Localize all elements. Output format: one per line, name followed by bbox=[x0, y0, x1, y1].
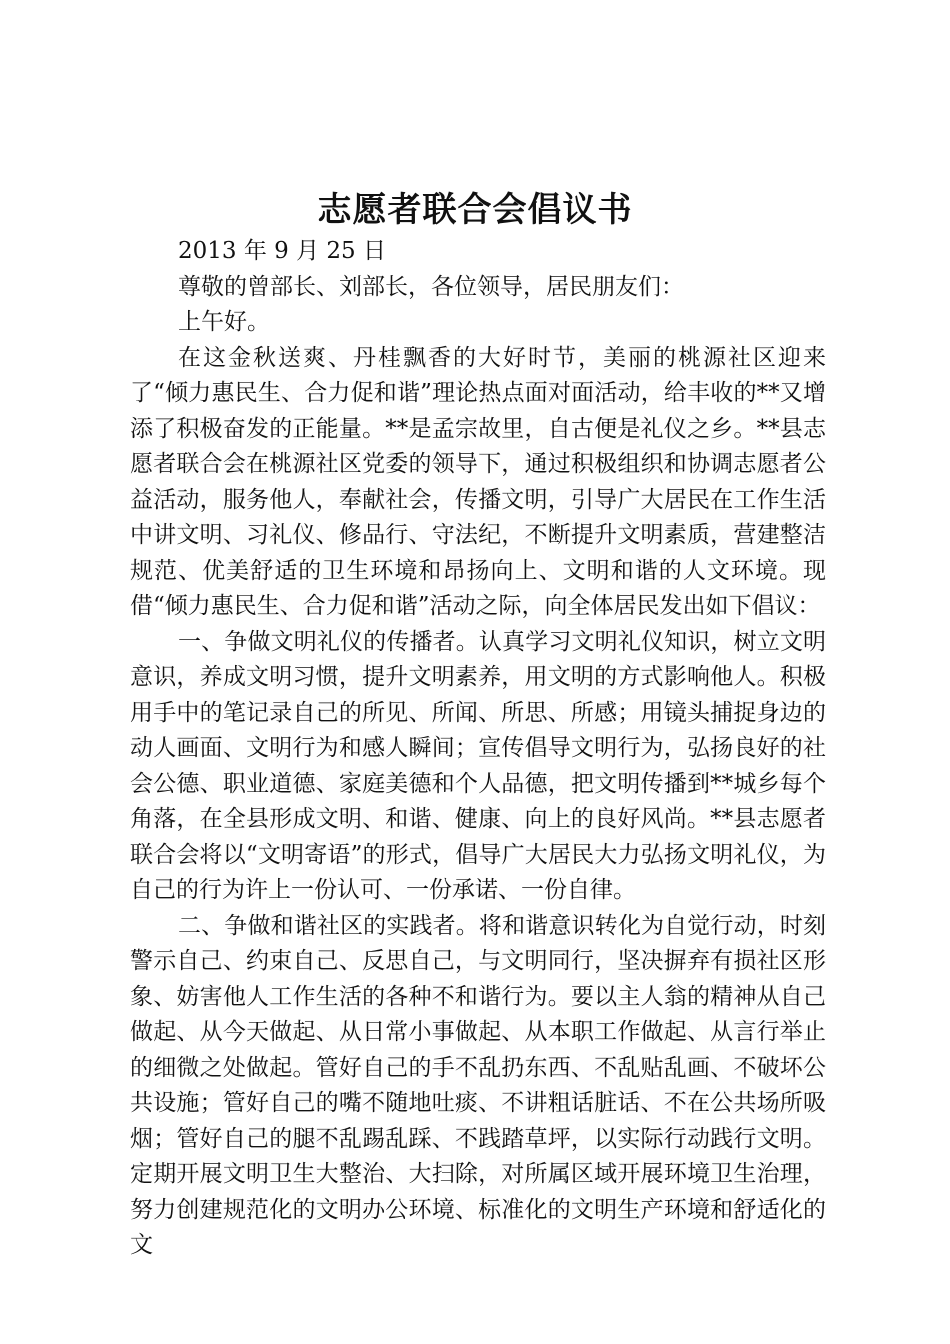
document-title: 志愿者联合会倡议书 bbox=[317, 190, 633, 230]
greeting-line: 上午好。 bbox=[178, 309, 270, 335]
document-body bbox=[130, 234, 826, 1264]
paragraph-proposal-1: 一、争做文明礼仪的传播者。认真学习文明礼仪知识，树立文明意识，养成文明习惯，提升文明素养，用文明的方式影响他人。积极用手中的笔记录自己的所见、所闻、所思、所感；用镜头捕捉身边的动人画面、文明行为和感人瞬间；宣传倡导文明行为，弘扬良好的社会公德、职业道德、家庭美德和个人品德，把文明传播到**城乡每个角落，在全县形成文明、和谐、健康、向上的良好风尚。**县志愿者联合会将以“文明寄语”的形式，倡导广大居民大力弘扬文明礼仪，为自己的行为许上一份认可、一份承诺、一份自律。 bbox=[130, 628, 826, 903]
paragraph-intro: 在这金秋送爽、丹桂飘香的大好时节，美丽的桃源社区迎来了“倾力惠民生、合力促和谐”理论热点面对面活动，给丰收的**又增添了积极奋发的正能量。**是孟宗故里，自古便是礼仪之乡。**县志愿者联合会在桃源社区党委的领导下，通过积极组织和协调志愿者公益活动，服务他人，奉献社会，传播文明，引导广大居民在工作生活中讲文明、习礼仪、修品行、守法纪，不断提升文明素质，营建整洁规范、优美舒适的卫生环境和昂扬向上、文明和谐的人文环境。现借“倾力惠民生、合力促和谐”活动之际，向全体居民发出如下倡议： bbox=[130, 344, 826, 619]
date-line: 2013 年 9 月 25 日 bbox=[178, 238, 386, 264]
salutation-line: 尊敬的曾部长、刘部长，各位领导，居民朋友们： bbox=[178, 273, 684, 300]
paragraph-proposal-2: 二、争做和谐社区的实践者。将和谐意识转化为自觉行动，时刻警示自己、约束自己、反思自己，与文明同行，坚决摒弃有损社区形象、妨害他人工作生活的各种不和谐行为。要以主人翁的精神从自己做起、从今天做起、从日常小事做起、从本职工作做起、从言行举止的细微之处做起。管好自己的手不乱扔东西、不乱贴乱画、不破坏公共设施；管好自己的嘴不随地吐痰、不讲粗话脏话、不在公共场所吸烟；管好自己的腿不乱踢乱踩、不践踏草坪，以实际行动践行文明。定期开展文明卫生大整治、大扫除，对所属区域开展环境卫生治理，努力创建规范化的文明办公环境、标准化的文明生产环境和舒适化的文 bbox=[130, 912, 826, 1258]
